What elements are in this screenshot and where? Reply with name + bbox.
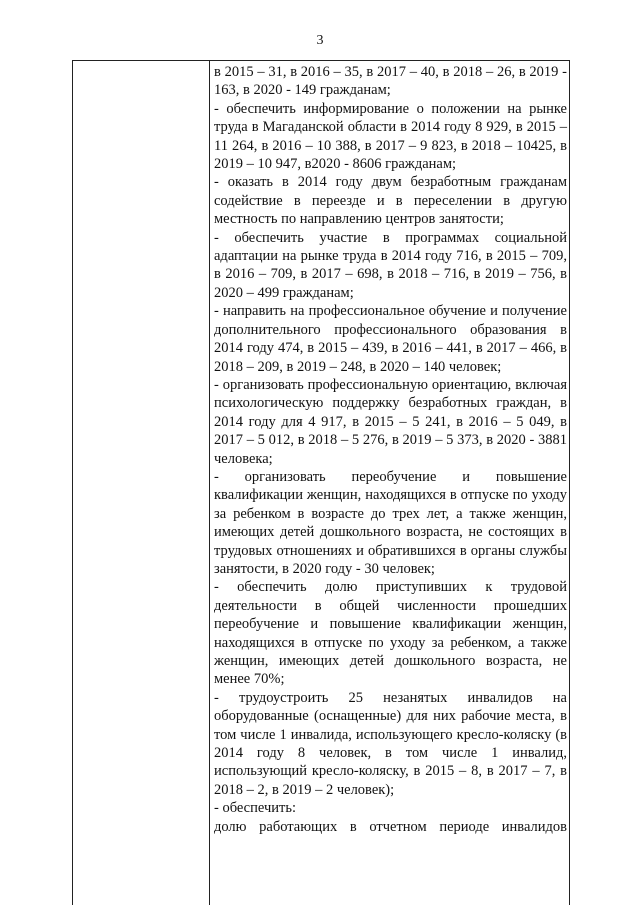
document-table — [72, 60, 570, 905]
paragraph-disabled-share: долю работающих в отчетном периоде инвалидов — [214, 818, 567, 835]
paragraph-professional-training: - направить на профессиональное обучение и получение дополнительного профессионального образования в 2014 году 474, в 2015 – 439, в 2016 – 441, в 2017 – 466, в 2018 – 209, в 2019 – 248, в 2020 – 140 человек; — [214, 303, 567, 375]
paragraph-women-retraining: - организовать переобучение и повышение квалификации женщин, находящихся в отпуске по уходу за ребенком в возрасте до трех лет, а также женщин, имеющих детей дошкольного возраста, не состоящих в трудовых отношениях и обратившихся в органы службы занятости, в 2020 году - 30 человек; — [214, 468, 567, 577]
column-divider — [209, 61, 210, 905]
paragraph-women-employment-share: - обеспечить долю приступивших к трудовой деятельности в общей численности прошедших переобучение и повышение квалификации женщин, находящихся в отпуске по уходу за ребенком, а также женщин, имеющих детей дошкольного возраста, не менее 70%; — [214, 579, 567, 688]
paragraph-ensure: - обеспечить: — [214, 800, 296, 817]
paragraph-informing: - обеспечить информирование о положении на рынке труда в Магаданской области в 2014 году 8 929, в 2015 – 11 264, в 2016 – 10 388, в 2017 – 9 823, в 2018 – 10425, в 2019 – 10 947, в2020 - 8606 гражданам; — [214, 100, 567, 173]
page-number: 3 — [316, 33, 324, 48]
paragraph-unemployed-counts: в 2015 – 31, в 2016 – 35, в 2017 – 40, в 2018 – 26, в 2019 - 163, в 2020 - 149 гражданам; — [214, 64, 567, 99]
paragraph-career-guidance: - организовать профессиональную ориентацию, включая психологическую поддержку безработных граждан, в 2014 году для 4 917, в 2015 – 5 241, в 2016 – 5 049, в 2017 – 5 012, в 2018 – 5 276, в 2019 – 5 373, в 2020 - 3881 человека; — [214, 376, 567, 467]
table-right-cell — [214, 63, 567, 836]
paragraph-relocation: - оказать в 2014 году двум безработным гражданам содействие в переезде и в переселении в другую местность по направлению центров занятости; — [214, 174, 567, 228]
paragraph-disabled-employment: - трудоустроить 25 незанятых инвалидов на оборудованные (оснащенные) для них рабочие места, в том числе 1 инвалида, использующего кресло-коляску (в 2014 году 8 человек, в том числе 1 инвалид, использующий кресло-коляску, в 2015 – 8, в 2017 – 7, в 2018 – 2, в 2019 – 2 человек); — [214, 689, 567, 798]
paragraph-social-adaptation: - обеспечить участие в программах социальной адаптации на рынке труда в 2014 году 716, в 2015 – 709, в 2016 – 709, в 2017 – 698, в 2018 – 716, в 2019 – 756, в 2020 – 499 гражданам; — [214, 229, 567, 301]
table-left-cell — [73, 61, 209, 905]
